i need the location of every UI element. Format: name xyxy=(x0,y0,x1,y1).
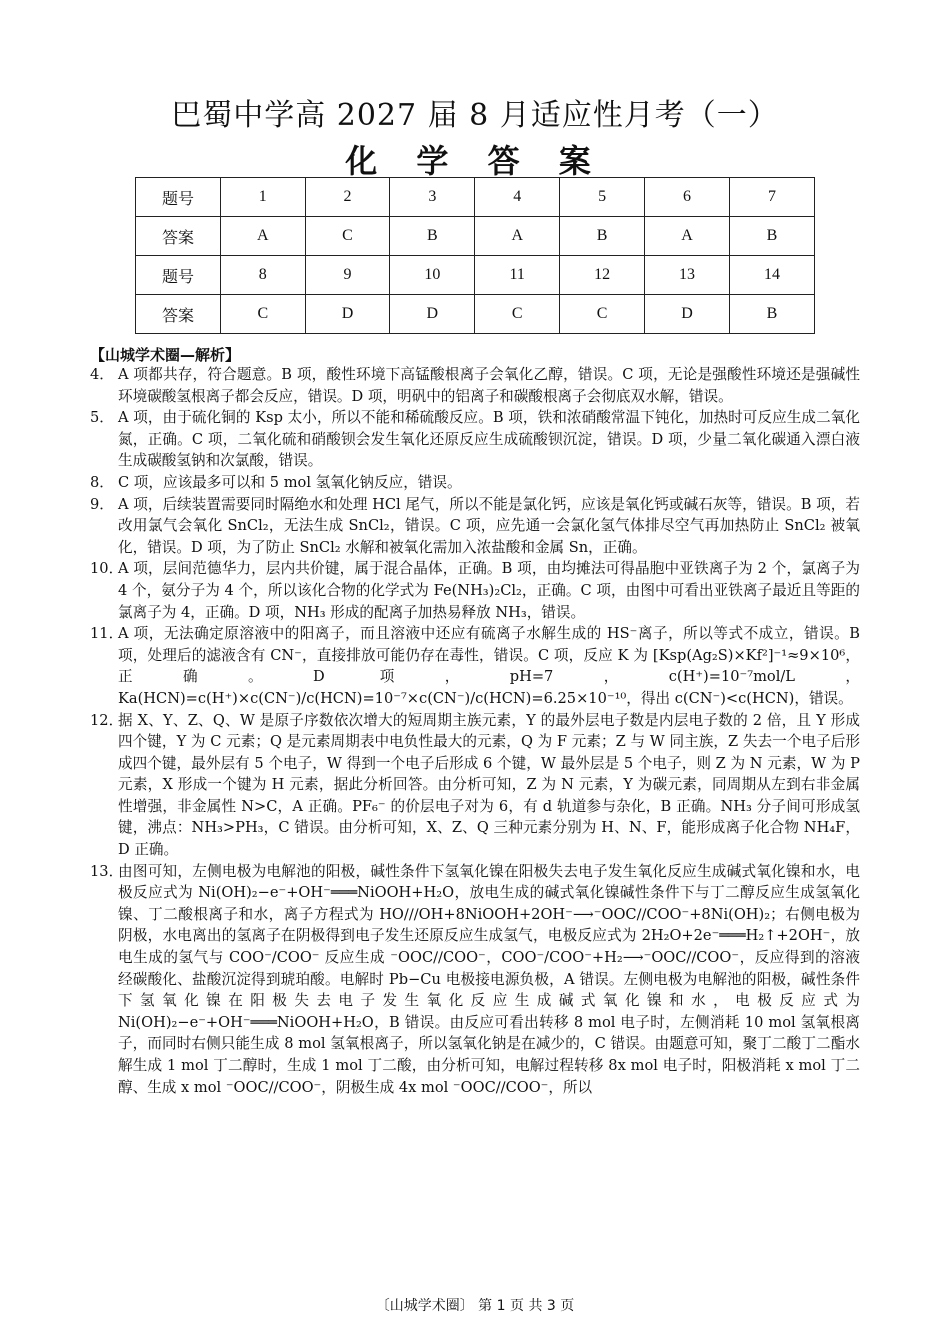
table-cell: 3 xyxy=(390,178,475,217)
table-row xyxy=(136,295,815,334)
item-number: 4． xyxy=(90,366,114,383)
page-title: 巴蜀中学高 2027 届 8 月适应性月考（一） xyxy=(171,98,779,133)
item-text: A 项，后续装置需要同时隔绝水和处理 HCl 尾气，所以不能是氯化钙，应该是氧化钙或碱石灰等，错误。B 项，若改用氯气会氧化 SnCl₂，无法生成 SnCl₂，错误。C 项，应先通一会氯化氢气体排尽空气再加热防止 SnCl₂ 被氧化，错误。D 项，为了防止 SnCl₂ 水解和被氧化需加入浓盐酸和金属 Sn，正确。 xyxy=(118,495,860,556)
table-cell: C xyxy=(475,295,560,334)
table-cell: 答案 xyxy=(136,295,221,334)
item-text: C 项，应该最多可以和 5 mol 氢氧化钠反应，错误。 xyxy=(118,473,462,491)
table-cell: C xyxy=(305,217,390,256)
item-number: 12． xyxy=(90,711,124,729)
explanation-item-8 xyxy=(90,472,860,494)
explanation-item-9 xyxy=(90,494,860,559)
explanation-item-13 xyxy=(90,861,860,1099)
table-row xyxy=(136,217,815,256)
item-text: A 项都共存，符合题意。B 项，酸性环境下高锰酸根离子会氧化乙醇，错误。C 项，无论是强酸性环境还是强碱性环境碳酸氢根离子都会反应，错误。D 项，明矾中的铝离子和碳酸根离子会彻底双水解，错误。 xyxy=(118,366,860,405)
table-cell: 13 xyxy=(645,256,730,295)
item-number: 10． xyxy=(90,560,124,578)
table-cell: 8 xyxy=(220,256,305,295)
table-cell: C xyxy=(560,295,645,334)
item-number: 11． xyxy=(90,625,124,643)
item-text: A 项，由于硫化铜的 Ksp 太小，所以不能和稀硫酸反应。B 项，铁和浓硝酸常温下钝化，加热时可反应生成二氧化氮，正确。C 项，二氧化硫和硝酸钡会发生氧化还原反应生成硫酸钡沉淀，错误。D 项，少量二氧化碳通入漂白液生成碳酸氢钠和次氯酸，错误。 xyxy=(118,409,860,470)
table-cell: 6 xyxy=(645,178,730,217)
section-heading: 【山城学术圈—解析】 xyxy=(90,346,241,364)
table-cell: B xyxy=(730,295,815,334)
page-subtitle: 化 学 答 案 xyxy=(345,142,605,180)
item-number: 5． xyxy=(90,409,114,427)
table-cell: 14 xyxy=(730,256,815,295)
item-text: A 项，无法确定原溶液中的阳离子，而且溶液中还应有硫离子水解生成的 HS⁻离子，所以等式不成立，错误。B 项，处理后的滤液含有 CN⁻，直接排放可能仍存在毒性，错误。C 项，反应 K 为 [Ksp(Ag₂S)×Kf²]⁻¹≈9×10⁶，正确。D 项，pH=7，c(H⁺)=10⁻⁷mol/L，Ka(HCN)=c(H⁺)×c(CN⁻)/c(HCN)=10⁻⁷×c(CN⁻)/c(HCN)=6.25×10⁻¹⁰，得出 c(CN⁻)<c(HCN)，错误。 xyxy=(118,625,860,707)
table-cell: 题号 xyxy=(136,256,221,295)
table-cell: 11 xyxy=(475,256,560,295)
item-text: A 项，层间范德华力，层内共价键，属于混合晶体，正确。B 项，由均摊法可得晶胞中亚铁离子为 2 个，氯离子为 4 个，氨分子为 4 个，所以该化合物的化学式为 Fe(NH₃)₂Cl₂，正确。C 项，由图中可看出亚铁离子最近且等距的氯离子为 4，正确。D 项，NH₃ 形成的配离子加热易释放 NH₃，错误。 xyxy=(118,560,860,621)
answer-table xyxy=(135,177,815,334)
table-row xyxy=(136,178,815,217)
table-cell: 7 xyxy=(730,178,815,217)
page-footer: 〔山城学术圈〕 第 1 页 共 3 页 xyxy=(375,1298,575,1314)
table-cell: D xyxy=(390,295,475,334)
table-cell: 2 xyxy=(305,178,390,217)
table-cell: A xyxy=(220,217,305,256)
table-cell: 9 xyxy=(305,256,390,295)
table-cell: B xyxy=(560,217,645,256)
table-cell: 12 xyxy=(560,256,645,295)
explanation-item-4 xyxy=(90,364,860,407)
explanation-item-12 xyxy=(90,710,860,861)
table-cell: C xyxy=(220,295,305,334)
table-cell: 5 xyxy=(560,178,645,217)
table-cell: D xyxy=(645,295,730,334)
table-cell: 10 xyxy=(390,256,475,295)
item-number: 9． xyxy=(90,495,114,513)
table-cell: 1 xyxy=(220,178,305,217)
explanation-body xyxy=(90,364,860,1098)
table-cell: D xyxy=(305,295,390,334)
item-number: 8． xyxy=(90,473,114,491)
item-number: 13． xyxy=(90,862,124,880)
table-row xyxy=(136,256,815,295)
table-cell: A xyxy=(475,217,560,256)
table-cell: 4 xyxy=(475,178,560,217)
explanation-item-11 xyxy=(90,623,860,709)
item-text: 由图可知，左侧电极为电解池的阳极，碱性条件下氢氧化镍在阳极失去电子发生氧化反应生成碱式氧化镍和水，电极反应式为 Ni(OH)₂−e⁻+OH⁻═══NiOOH+H₂O，放电生成的碱式氧化镍碱性条件下与丁二醇反应生成氢氧化镍、丁二酸根离子和水，离子方程式为 HO∕∕∕OH+8NiOOH+2OH⁻⟶⁻OOC∕∕COO⁻+8Ni(OH)₂；右侧电极为阴极，水电离出的氢离子在阴极得到电子发生还原反应生成氢气，电极反应式为 2H₂O+2e⁻═══H₂↑+2OH⁻，放电生成的氢气与 COO⁻/COO⁻ 反应生成 ⁻OOC∕∕COO⁻，COO⁻/COO⁻+H₂⟶⁻OOC∕∕COO⁻，反应得到的溶液经碳酸化、盐酸沉淀得到琥珀酸。电解时 Pb−Cu 电极接电源负极，A 错误。左侧电极为电解池的阳极，碱性条件下氢氧化镍在阳极失去电子发生氧化反应生成碱式氧化镍和水，电极反应式为 Ni(OH)₂−e⁻+OH⁻═══NiOOH+H₂O，B 错误。由反应可看出转移 8 mol 电子时，左侧消耗 10 mol 氢氧根离子，而同时右侧只能生成 8 mol 氢氧根离子，所以氢氧化钠是在减少的，C 错误。由题意可知，聚丁二酸丁二酯水解生成 1 mol 丁二醇时，生成 1 mol 丁二酸，由分析可知，电解过程转移 8x mol 电子时，阳极消耗 x mol 丁二醇、生成 x mol ⁻OOC∕∕COO⁻，阴极生成 4x mol ⁻OOC∕∕COO⁻，所以 xyxy=(118,862,860,1096)
table-cell: B xyxy=(730,217,815,256)
table-cell: 题号 xyxy=(136,178,221,217)
explanation-item-5 xyxy=(90,407,860,472)
item-text: 据 X、Y、Z、Q、W 是原子序数依次增大的短周期主族元素，Y 的最外层电子数是内层电子数的 2 倍，且 Y 形成四个键，Y 为 C 元素；Q 是元素周期表中电负性最大的元素，Q 为 F 元素；Z 与 W 同主族，Z 失去一个电子后形成四个键，最外层有 5 个电子，W 得到一个电子后形成 6 个键，W 最外层是 5 个电子，则 Z 为 N 元素，W 为 P 元素，X 形成一个键为 H 元素，据此分析回答。由分析可知，Z 为 N 元素，Y 为碳元素，同周期从左到右非金属性增强，非金属性 N>C，A 正确。PF₆⁻ 的价层电子对为 6，有 d 轨道参与杂化，B 正确。NH₃ 分子间可形成氢键，沸点：NH₃>PH₃，C 错误。由分析可知，X、Z、Q 三种元素分别为 H、N、F，能形成离子化合物 NH₄F，D 正确。 xyxy=(118,711,860,859)
table-cell: B xyxy=(390,217,475,256)
table-cell: 答案 xyxy=(136,217,221,256)
table-cell: A xyxy=(645,217,730,256)
explanation-item-10 xyxy=(90,558,860,623)
